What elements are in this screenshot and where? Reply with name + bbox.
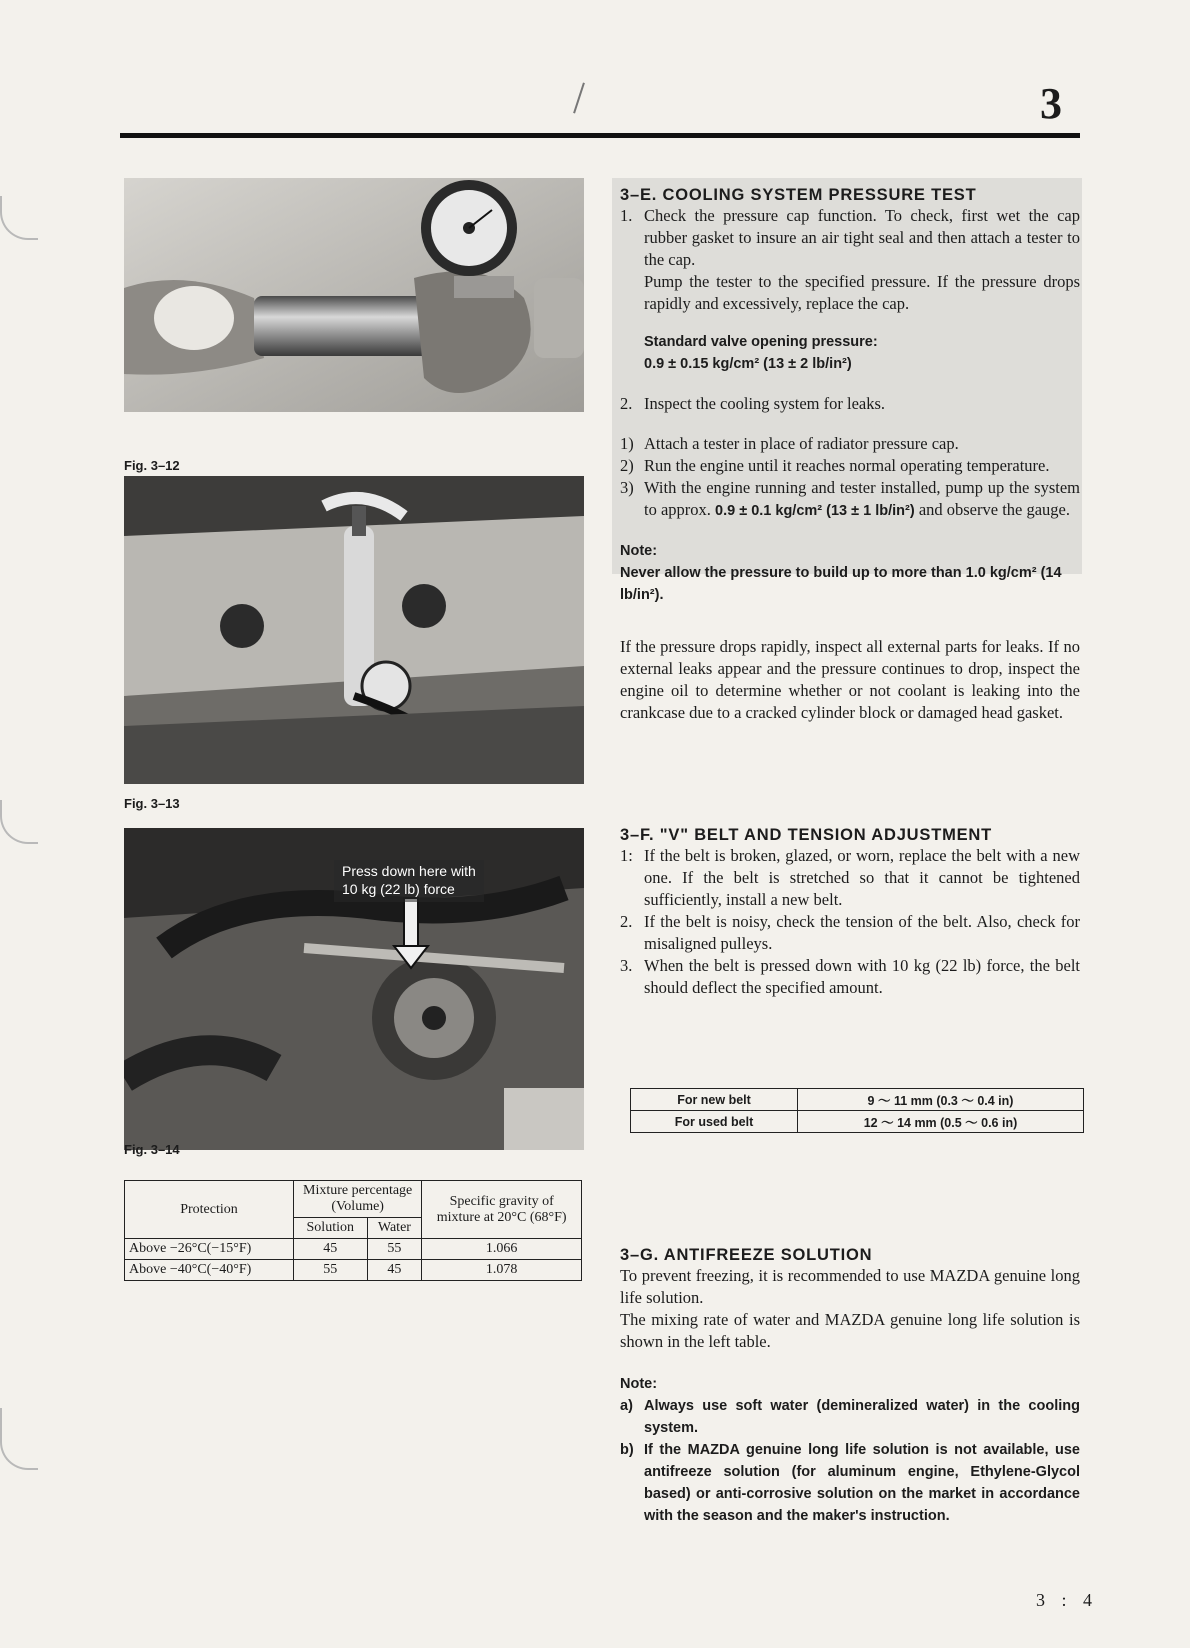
table-header-water: Water: [367, 1218, 422, 1239]
figure-3-12-photo: [124, 178, 584, 412]
section-e-heading: 3–E. COOLING SYSTEM PRESSURE TEST: [620, 186, 977, 204]
section-e-closing: If the pressure drops rapidly, inspect all external parts for leaks. If no external leaks appear and the pressure continues to drop, inspect the engine oil to determine whether or not coolant is leaking into the crankcase due to a cracked cylinder block or damaged head gasket.: [620, 637, 1080, 722]
table-row: For new belt 9 ～ 11 mm (0.3 ～ 0.4 in): [631, 1089, 1084, 1111]
list-item: 2) Run the engine until it reaches normal operating temperature.: [620, 456, 1050, 475]
page-number: 3 : 4: [1036, 1590, 1099, 1610]
section-f-heading: 3–F. "V" BELT AND TENSION ADJUSTMENT: [620, 826, 993, 844]
punch-hole-mark: [0, 800, 38, 844]
table-header-mixture: Mixture percentage (Volume): [294, 1181, 422, 1218]
list-item: a) Always use soft water (demineralized water) in the cooling system.: [620, 1398, 1080, 1436]
table-row: Above −40°C(−40°F) 55 45 1.078: [125, 1260, 582, 1281]
belt-deflection-table: [630, 1088, 1084, 1133]
punch-hole-mark: [0, 1408, 38, 1470]
figure-3-12-caption: Fig. 3–12: [124, 458, 180, 473]
list-item: 1: If the belt is broken, glazed, or worn, replace the belt with a new one. If the belt is stretched so that it cannot be tightened sufficiently, install a new belt.: [620, 846, 1080, 909]
section-g-heading: 3–G. ANTIFREEZE SOLUTION: [620, 1246, 873, 1264]
antifreeze-mixture-table: [124, 1180, 582, 1281]
list-item: 2. If the belt is noisy, check the tension of the belt. Also, check for misaligned pulleys.: [620, 912, 1080, 953]
chapter-number: 3: [1040, 79, 1062, 128]
section-g: 3–G. ANTIFREEZE SOLUTION To prevent freezing, it is recommended to use MAZDA genuine long life solution. The mixing rate of water and MAZDA genuine long life solution is shown in the left table. Note: a) Always use soft water (demineralized water) in the cooling system. b) If the MAZDA genuine long life solution is not available, use antifreeze solution (for aluminum engine, Ethylene-Glycol based) or anti-corrosive solution on the market in accordance with the season and the maker's instruction.: [620, 1246, 1080, 1527]
list-item: 1. Check the pressure cap function. To check, first wet the cap rubber gasket to insure an air tight seal and then attach a tester to the cap. Pump the tester to the specified pressure. If the pressure drops rapidly and excessively, replace the cap.: [620, 206, 1080, 313]
list-item: 2. Inspect the cooling system for leaks.: [620, 394, 886, 413]
pressure-note: Note: Never allow the pressure to build up to more than 1.0 kg/cm² (14 lb/in²).: [620, 543, 1062, 603]
punch-hole-mark: [0, 196, 38, 240]
list-item: 1) Attach a tester in place of radiator pressure cap.: [620, 434, 959, 453]
pen-scratch-mark: [573, 82, 585, 113]
table-row: Above −26°C(−15°F) 45 55 1.066: [125, 1239, 582, 1260]
list-item: b) If the MAZDA genuine long life solution is not available, use antifreeze solution (for aluminum engine, Ethylene-Glycol based) or anti-corrosive solution on the market in accordance with the season and the maker's instruction.: [620, 1442, 1080, 1524]
antifreeze-notes: Note: a) Always use soft water (demineralized water) in the cooling system. b) If the MAZDA genuine long life solution is not available, use antifreeze solution (for aluminum engine, Ethylene-Glycol based) or anti-corrosive solution on the market in accordance with the season and the maker's instruction.: [620, 1373, 1080, 1527]
list-item: 3. When the belt is pressed down with 10 kg (22 lb) force, the belt should deflect the specified amount.: [620, 956, 1080, 997]
section-f: [620, 826, 1080, 999]
table-row: For used belt 12 ～ 14 mm (0.5 ～ 0.6 in): [631, 1111, 1084, 1133]
table-header-gravity: Specific gravity of mixture at 20°C (68°F): [422, 1181, 582, 1239]
figure-3-14-caption: Fig. 3–14: [124, 1142, 180, 1157]
section-e: [620, 186, 1080, 724]
header-rule: [120, 133, 1080, 138]
figure-3-14-photo: [124, 828, 584, 1150]
figure-3-13-photo: [124, 476, 584, 784]
belt-callout-text: Press down here with 10 kg (22 lb) force: [342, 863, 476, 897]
valve-spec: Standard valve opening pressure: 0.9 ± 0.15 kg/cm² (13 ± 2 lb/in²): [644, 334, 878, 372]
table-header-protection: Protection: [125, 1181, 294, 1239]
table-header-solution: Solution: [294, 1218, 368, 1239]
list-item: 3) With the engine running and tester installed, pump up the system to approx. 0.9 ± 0.1 kg/cm² (13 ± 1 lb/in²) and observe the gauge.: [620, 478, 1080, 519]
figure-3-13-caption: Fig. 3–13: [124, 796, 180, 811]
